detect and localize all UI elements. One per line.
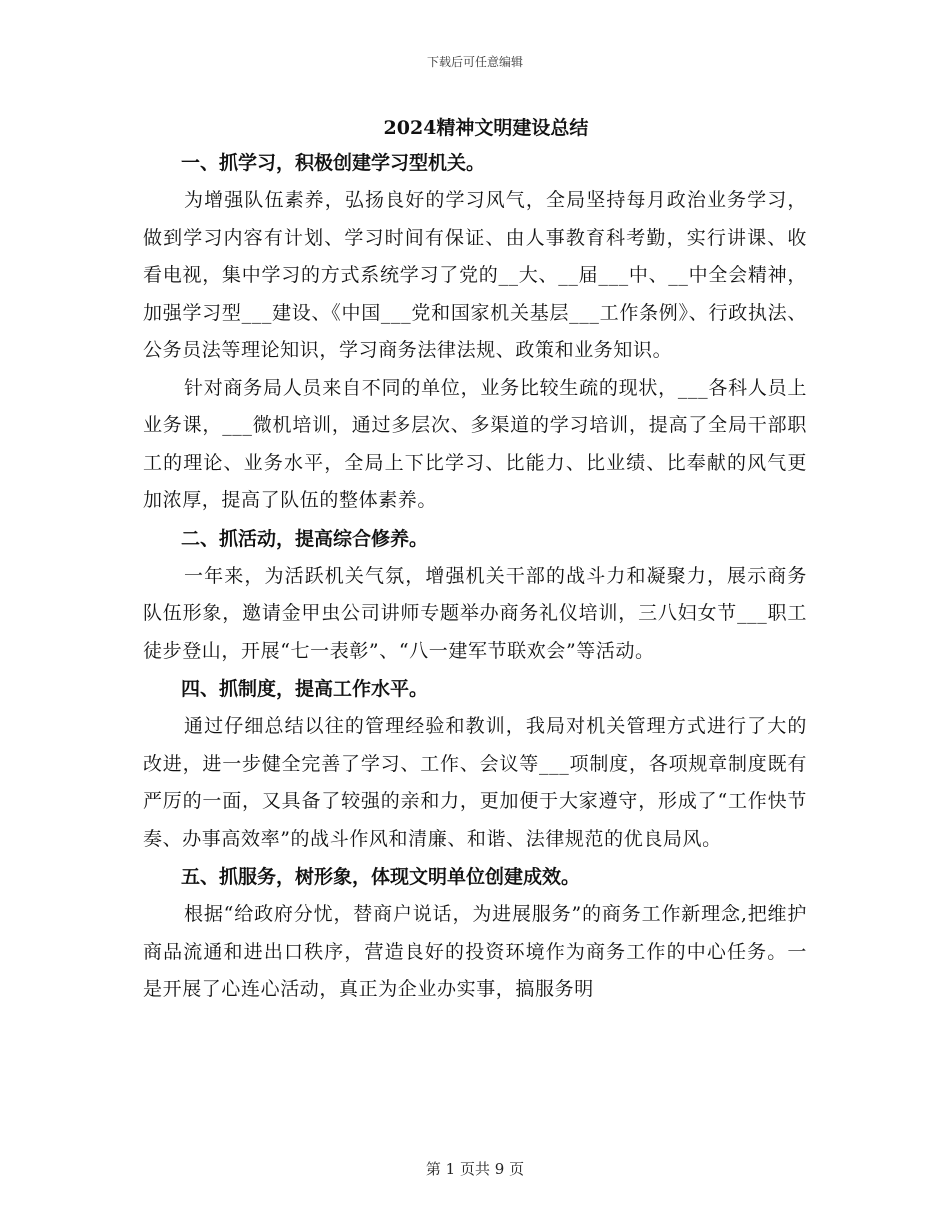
paragraph: 针对商务局人员来自不同的单位，业务比较生疏的现状，___各科人员上业务课，___微机培训，通过多层次、多渠道的学习培训，提高了全局干部职工的理论、业务水平，全局上下比学习、比能力、比业绩、比奉献的风气更加浓厚，提高了队伍的整体素养。 — [143, 376, 807, 511]
section-heading: 一、抓学习，积极创建学习型机关。 — [181, 152, 486, 174]
section-heading: 二、抓活动，提高综合修养。 — [181, 527, 429, 550]
document-title: 2024精神文明建设总结 — [383, 117, 589, 139]
paragraph: 一年来，为活跃机关气氛，增强机关干部的战斗力和凝聚力，展示商务队伍形象，邀请金甲虫公司讲师专题举办商务礼仪培训，三八妇女节___职工徒步登山，开展“七一表彰”、“八一建军节联欢会”等活动。 — [143, 564, 807, 662]
page-number-footer: 第 1 页共 9 页 — [425, 1160, 525, 1178]
document-body — [143, 112, 807, 1009]
section-heading: 五、抓服务，树形象，体现文明单位创建成效。 — [181, 866, 581, 888]
paragraph: 根据“给政府分忧，替商户说话，为进展服务”的商务工作新理念,把维护商品流通和进出口秩序，营造良好的投资环境作为商务工作的中心任务。一是开展了心连心活动，真正为企业办实事，搞服务明 — [143, 903, 807, 1000]
paragraph: 通过仔细总结以往的管理经验和教训，我局对机关管理方式进行了大的改进，进一步健全完善了学习、工作、会议等___项制度，各项规章制度既有严厉的一面，又具备了较强的亲和力，更加便于大家遵守，形成了“工作快节奏、办事高效率”的战斗作风和清廉、和谐、法律规范的优良局风。 — [143, 715, 807, 850]
section-heading: 四、抓制度，提高工作水平。 — [181, 678, 429, 700]
header-note: 下载后可任意编辑 — [426, 55, 523, 69]
paragraph: 为增强队伍素养，弘扬良好的学习风气，全局坚持每月政治业务学习，做到学习内容有计划、学习时间有保证、由人事教育科考勤，实行讲课、收看电视，集中学习的方式系统学习了党的__大、__届___中、__中全会精神，加强学习型___建设、《中国___党和国家机关基层___工作条例》、行政执法、公务员法等理论知识，学习商务法律法规、政策和业务知识。 — [143, 189, 807, 361]
